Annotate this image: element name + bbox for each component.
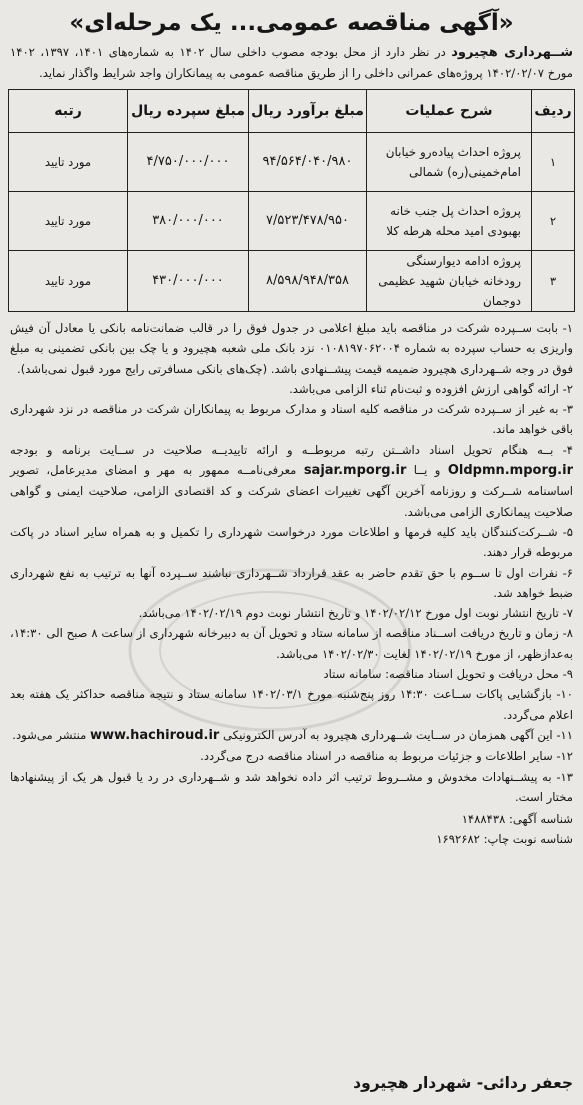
condition-item: ۵- شــرکت‌کنندگان باید کلیه فرمها و اطلاعات مورد درخواست شهرداری را تکمیل و به همراه سایر اسناد در پاکت مربوطه قرار دهند. [10,524,573,560]
operations-table [8,89,575,312]
condition-item: ۷- تاریخ انتشار نوبت اول مورخ ۱۴۰۲/۰۲/۱۲ و تاریخ انتشار نوبت دوم ۱۴۰۲/۰۲/۱۹ می‌باشد. [138,606,573,621]
condition-text: ۱۱- این آگهی همزمان در ســایت شــهرداری هچیرود به آدرس الکترونیکی [219,727,573,742]
notice-intro [10,42,573,83]
cell-estimate: ۷/۵۲۳/۴۷۸/۹۵۰ [249,192,367,251]
website-link[interactable]: sajar.mporg.ir [303,463,407,479]
condition-item: ۶- نفرات اول تا ســوم با حق تقدم حاضر به عقد قرارداد شــهرداری نباشند ســپرده آنها به ترتیب به نفع شهرداری ضبط خواهد شد. [10,565,573,600]
notice-id: شناسه آگهی: ۱۴۸۸۴۳۸ [461,812,573,827]
header-rank: رتبه [9,90,128,133]
header-description: شرح عملیات [367,90,532,133]
header-row-number: ردیف [532,90,575,133]
organization-name: شــهرداری هچیرود [451,45,573,60]
cell-estimate: ۸/۵۹۸/۹۴۸/۳۵۸ [249,251,367,312]
condition-item: ۱۰- بازگشایی پاکات ســاعت ۱۴:۳۰ روز پنج‌شنبه مورخ ۱۴۰۲/۰۳/۱ سامانه ستاد و نتیجه مناقصه حداکثر یک هفته بعد اعلام می‌گردد. [10,687,573,722]
table-row [9,192,575,251]
cell-deposit: ۳۸۰/۰۰۰/۰۰۰ [128,192,249,251]
website-link[interactable]: Oldpmn.mporg.ir [447,463,573,479]
signature: جعفر ردائی- شهردار هچیرود [353,1074,573,1092]
notice-title: «آگهی مناقصه عمومی... یک مرحله‌ای» [69,10,514,36]
cell-row-number: ۱ [532,133,575,192]
cell-rank: مورد تایید [9,133,128,192]
condition-item: ۳- به غیر از ســپرده شرکت در مناقصه کلیه اسناد و مدارک مربوط به پیمانکاران شرکت در مناقصه در نزد شهرداری باقی خواهد ماند. [10,402,573,437]
header-deposit: مبلغ سپرده ریال [128,90,249,133]
condition-item: ۲- ارائه گواهی ارزش افزوده و ثبت‌نام ثناء الزامی می‌باشد. [289,381,573,396]
condition-item: ۸- زمان و تاریخ دریافت اســناد مناقصه از سامانه ستاد و تحویل آن به دبیرخانه شهرداری از ساعت ۸ صبح الی ۱۴:۳۰، به‌عدازظهر، از مورخ ۱۴۰۲/۰۲/۱۹ لغایت ۱۴۰۲/۰۲/۳۰ می‌باشد. [10,626,573,661]
cell-row-number: ۲ [532,192,575,251]
table-header-row [9,90,575,133]
cell-rank: مورد تایید [9,192,128,251]
cell-estimate: ۹۴/۵۶۴/۰۴۰/۹۸۰ [249,133,367,192]
cell-description: پروژه ادامه دیوارسنگی رودخانه خیابان شهید عظیمی دوجمان [367,251,532,312]
website-link[interactable]: www.hachiroud.ir [90,727,220,743]
cell-deposit: ۴/۷۵۰/۰۰۰/۰۰۰ [128,133,249,192]
table-row [9,251,575,312]
header-estimate: مبلغ برآورد ریال [249,90,367,133]
condition-item: ۹- محل دریافت و تحویل اسناد مناقصه: سامانه ستاد [323,667,573,682]
condition-text: و یــا [406,463,448,478]
table-row [9,133,575,192]
condition-item [10,725,573,746]
condition-item: ۱۲- سایر اطلاعات و جزئیات مربوط به مناقصه در اسناد مناقصه درج می‌گردد. [200,749,573,764]
condition-item [10,440,573,522]
conditions-list [10,318,573,807]
condition-text: معرفی‌نامــه ممهور به مهر و امضای مدیرعامل، تصویر اساسنامه شــرکت و روزنامه آخرین آگهی تغییرات اعضای شرکت و کد اقتصادی الزامی، صلاحیت ایمنی و گواهی صلاحیت پیمانکاری الزامی می‌باشد. [10,463,573,519]
cell-rank: مورد تایید [9,251,128,312]
intro-text: در نظر دارد از محل بودجه مصوب داخلی سال ۱۴۰۲ به شماره‌های ۱۴۰۱، ۱۳۹۷، ۱۴۰۲ مورخ ۱۴۰۲/۰۲/۰۷ پروژه‌های عمرانی داخلی را از طریق مناقصه عمومی به پیمانکاران واجد شرایط واگذار نماید. [10,45,573,80]
cell-description: پروژه احداث پیاده‌رو خیابان امام‌خمینی(ره) شمالی [367,133,532,192]
condition-text: منتشر می‌شود. [12,727,91,742]
cell-row-number: ۳ [532,251,575,312]
cell-deposit: ۴۳۰/۰۰۰/۰۰۰ [128,251,249,312]
print-id: شناسه نوبت چاپ: ۱۶۹۲۶۸۲ [436,832,573,847]
notice-identifiers [10,809,573,849]
condition-item: ۱- بابت ســپرده شرکت در مناقصه باید مبلغ اعلامی در جدول فوق را در قالب ضمانت‌نامه بانکی یا معادل آن فیش واریزی به حساب سپرده به شماره ۰۱۰۸۱۹۷۰۶۲۰۰۴ نزد بانک ملی شعبه هچیرود و یا چک بین بانکی تضمینی به مبلغ فوق در وجه شــهرداری هچیرود ضمیمه قیمت پیشــنهادی باشد. (چک‌های بانکی مسافرتی رایج مورد قبول نمی‌باشد). [10,321,573,376]
condition-item: ۱۳- به پیشــنهادات مخدوش و مشــروط ترتیب اثر داده نخواهد شد و شــهرداری در رد یا قبول هر یک از پیشنهادها مختار است. [10,769,573,804]
condition-text: ۴- بــه هنگام تحویل اسناد داشــتن رتبه مربوطــه و ارائه تاییدیــه صلاحیت در ســایت برنامه و بودجه [10,442,573,457]
cell-description: پروژه احداث پل جنب خانه بهبودی امید محله هرطه کلا [367,192,532,251]
